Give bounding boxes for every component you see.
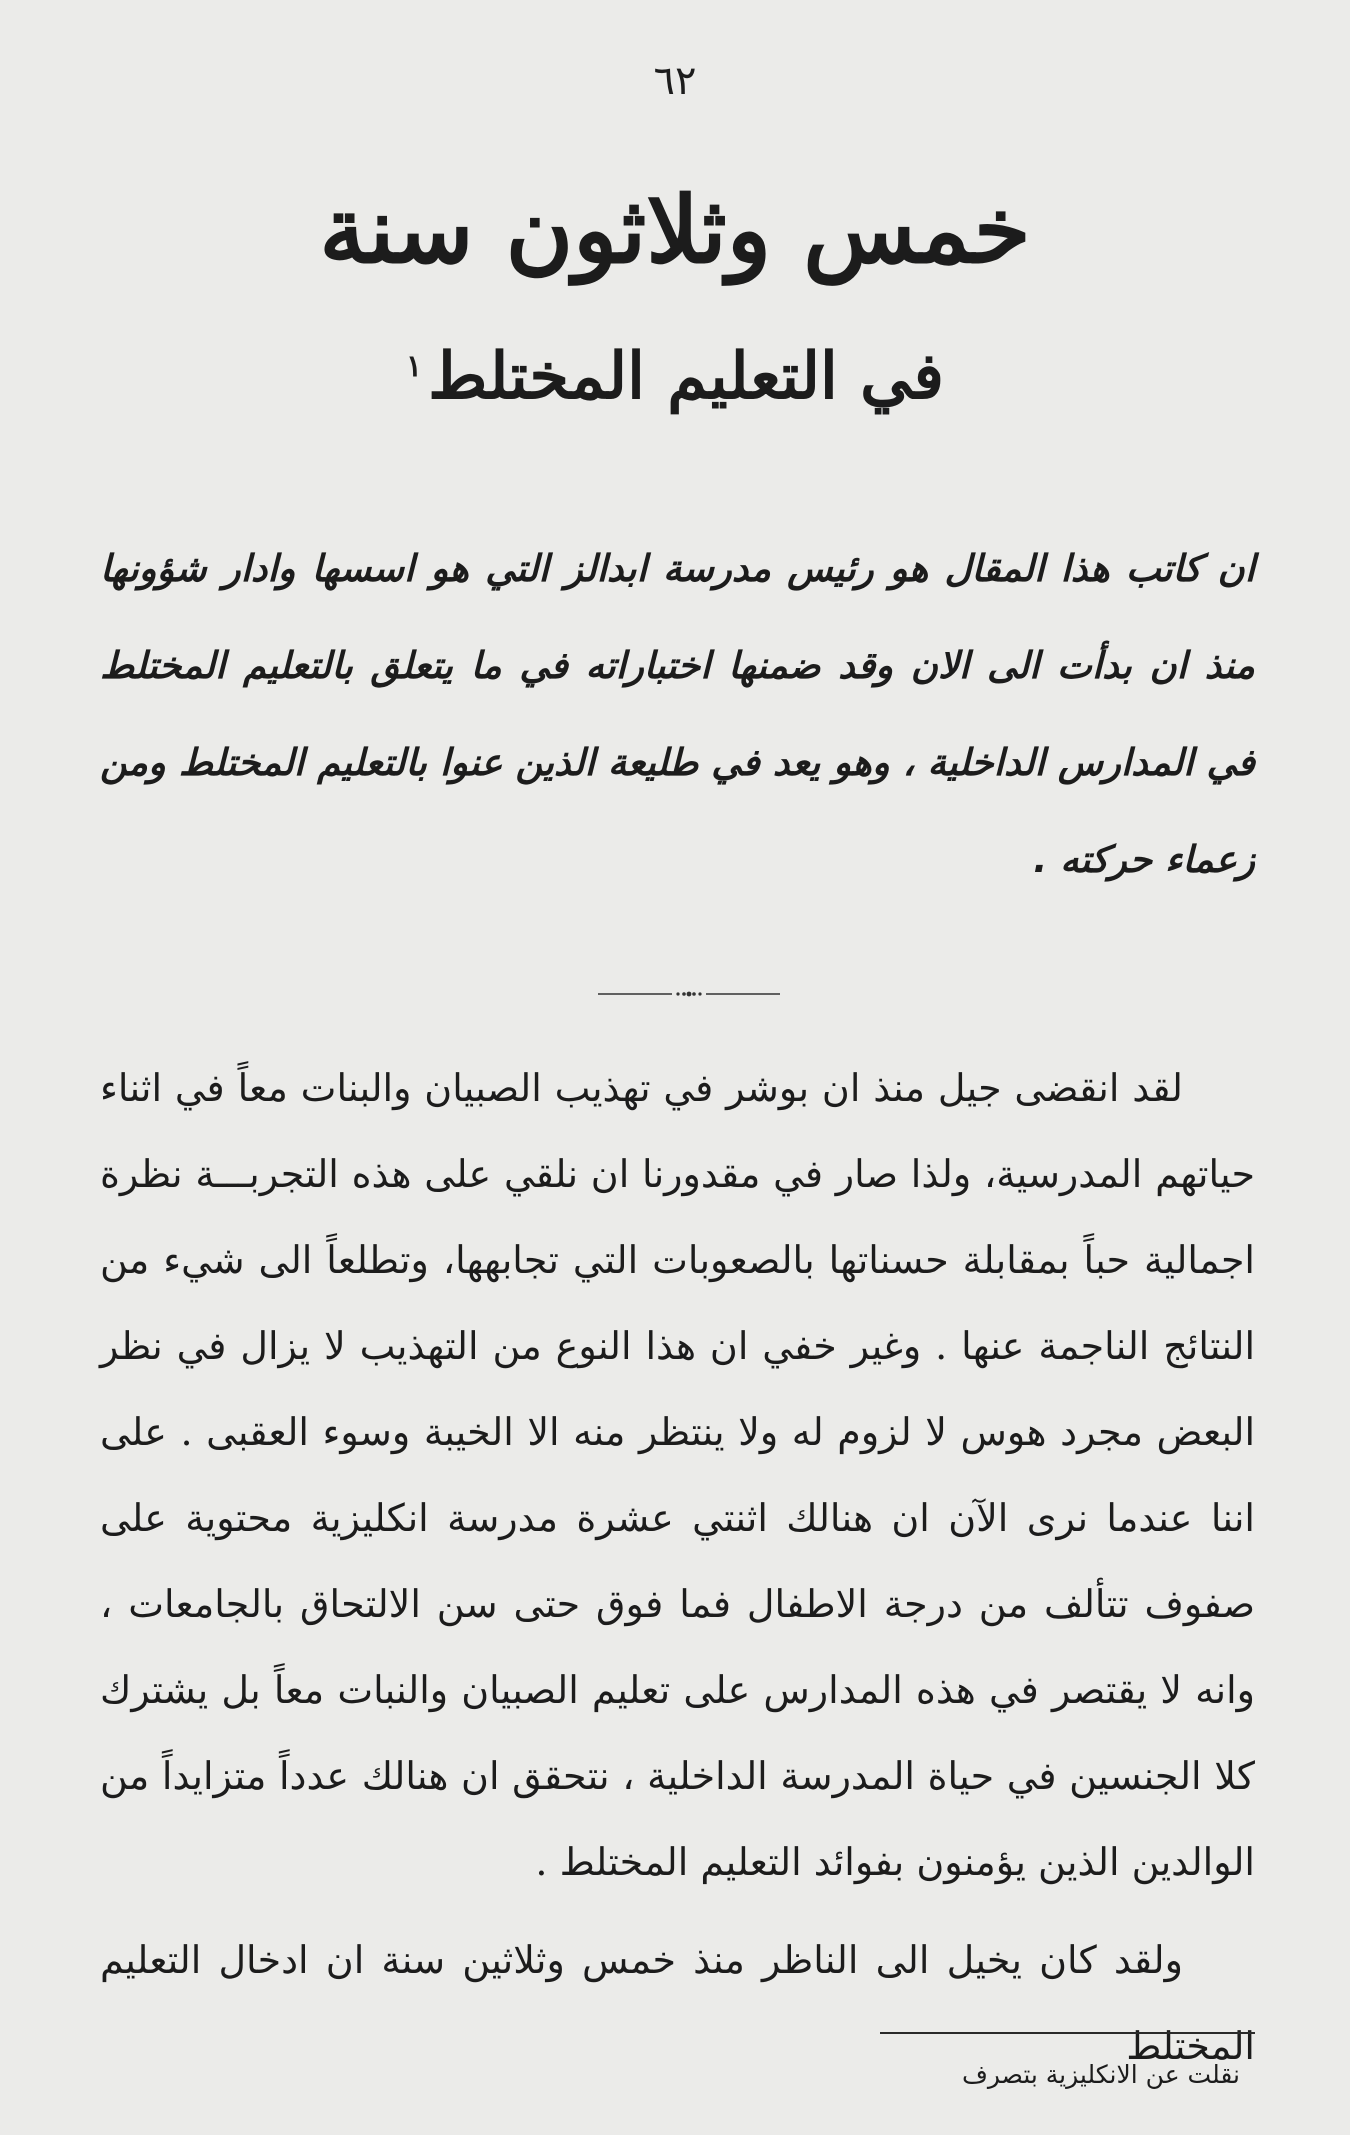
ornament-divider xyxy=(598,988,780,1000)
article-body xyxy=(100,1045,1255,2089)
footnote-text: نقلت عن الانكليزية بتصرف xyxy=(961,2060,1240,2089)
footnote-marker: ١ xyxy=(405,348,423,384)
subtitle-text: في التعليم المختلط xyxy=(428,339,945,414)
body-paragraph: ولقد كان يخيل الى الناظر منذ خمس وثلاثين سنة ان ادخال التعليم المختلط xyxy=(100,1938,1255,2068)
body-paragraph: لقد انقضى جيل منذ ان بوشر في تهذيب الصبيان والبنات معاً في اثناء حياتهم المدرسية، ولذا صار في مقدورنا ان نلقي على هذه التجربـــة نظرة اجمالية حباً بمقابلة حسناتها بالصعوبات التي تجابهها، وتطلعاً الى شيء من النتائج الناجمة عنها . وغير خفي ان هذا النوع من التهذيب لا يزال في نظر البعض مجرد هوس لا لزوم له ولا ينتظر منه الا الخيبة وسوء العقبى . على اننا عندما نرى الآن ان هنالك اثنتي عشرة مدرسة انكليزية محتوية على صفوف تتألف من درجة الاطفال فما فوق حتى سن الالتحاق بالجامعات ، وانه لا يقتصر في هذه المدارس على تعليم الصبيان والنبات معاً بل يشترك كلا الجنسين في حياة المدرسة الداخلية ، نتحقق ان هنالك عدداً متزايداً من الوالدين الذين يؤمنون بفوائد التعليم المختلط . xyxy=(100,1066,1256,1884)
article-subtitle xyxy=(0,335,1350,418)
editor-note: ان كاتب هذا المقال هو رئيس مدرسة ابدالز التي هو اسسها وادار شؤونها منذ ان بدأت الى الان وقد ضمنها اختباراته في ما يتعلق بالتعليم المختلط في المدارس الداخلية ، وهو يعد في طليعة الذين عنوا بالتعليم المختلط ومن زعماء حركته . xyxy=(100,547,1255,881)
footnote-rule xyxy=(880,2032,1255,2034)
page-number: ٦٢ xyxy=(653,58,697,104)
article-title: خمس وثلاثون سنة xyxy=(319,176,1031,284)
ornament-divider-icon xyxy=(598,988,780,1000)
